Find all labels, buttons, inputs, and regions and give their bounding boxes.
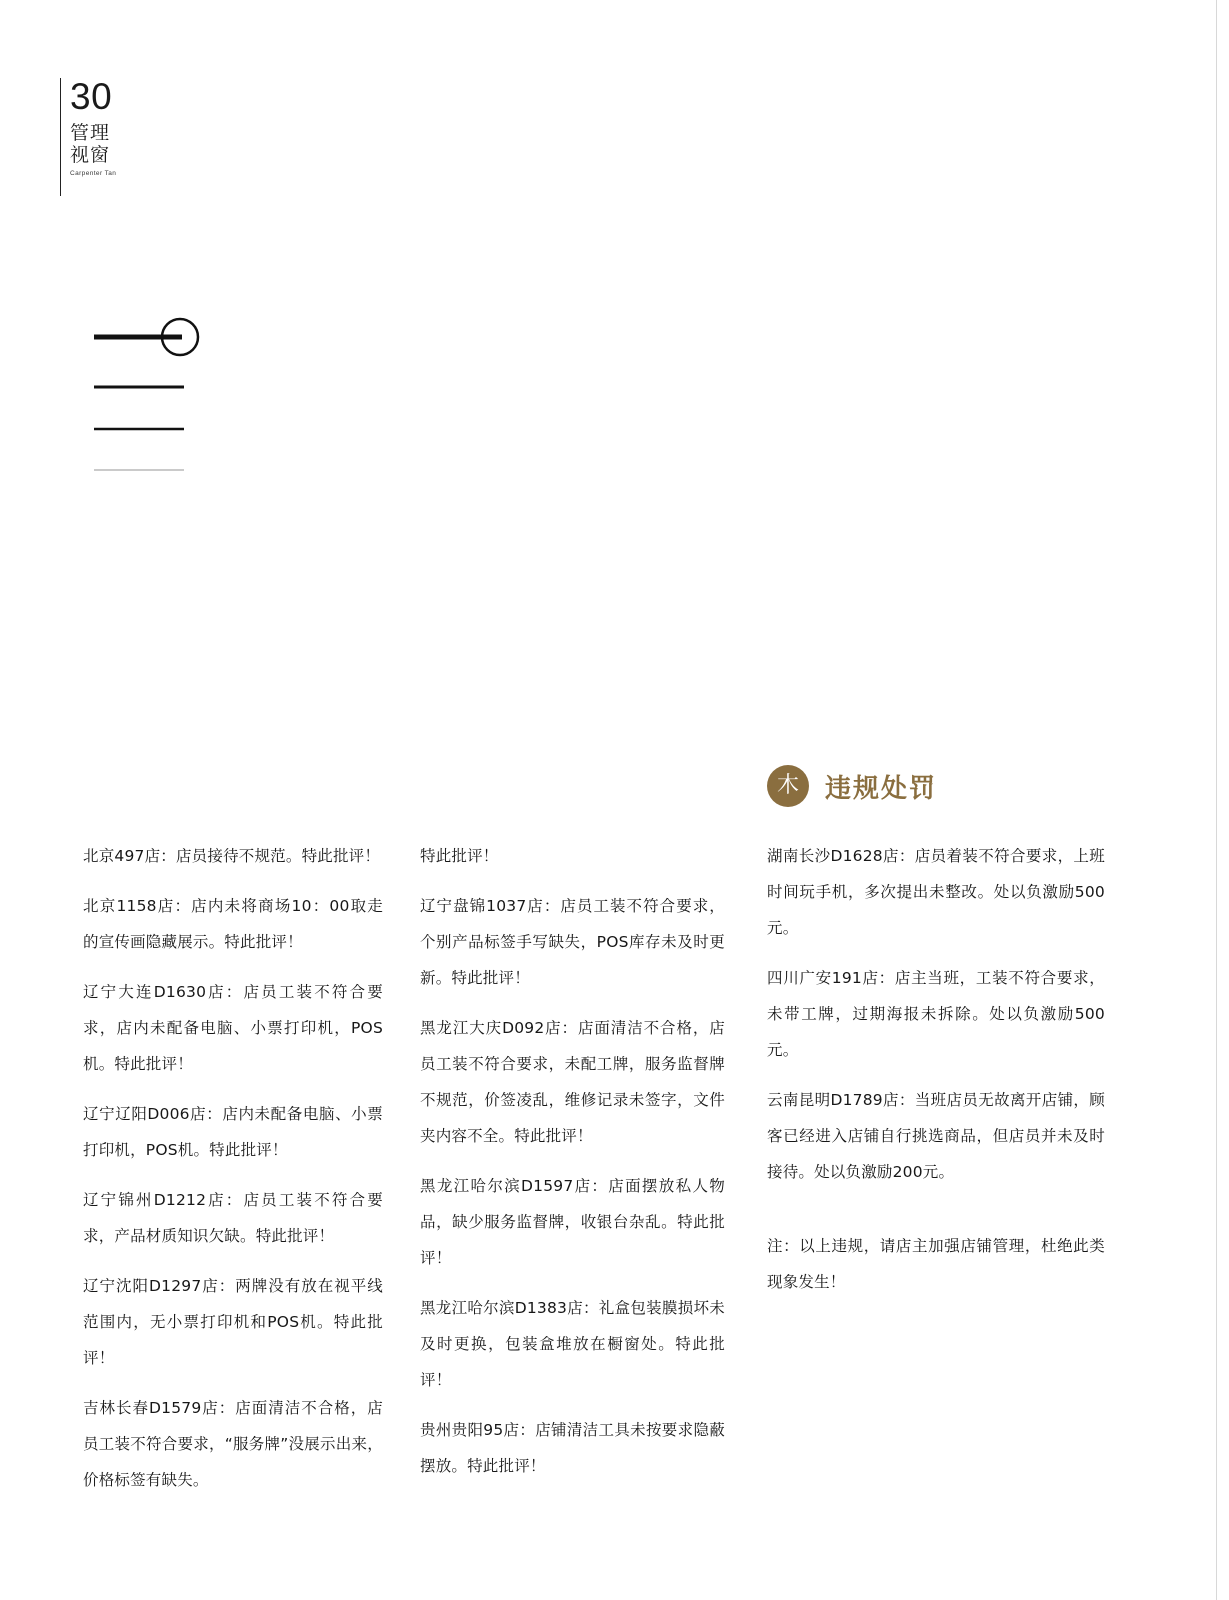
paragraph: 北京497店：店员接待不规范。特此批评！ [83,847,381,865]
column-right [767,838,1105,1300]
page-number: 30 [70,76,113,117]
paragraph: 黑龙江大庆D092店：店面清洁不合格，店员工装不符合要求，未配工牌，服务监督牌不规范，价签凌乱，维修记录未签字，文件夹内容不全。特此批评！ [420,1019,725,1145]
folio-text-group [70,78,116,177]
paragraph: 特此批评！ [420,847,499,865]
paragraph: 黑龙江哈尔滨D1597店：店面摆放私人物品，缺少服务监督牌，收银台杂乱。特此批评！ [420,1177,725,1267]
paragraph: 辽宁锦州D1212店：店员工装不符合要求，产品材质知识欠缺。特此批评！ [83,1191,383,1245]
folio-rule [60,78,61,196]
paragraph: 贵州贵阳95店：店铺清洁工具未按要求隐蔽摆放。特此批评！ [420,1421,725,1475]
paragraph: 辽宁沈阳D1297店：两牌没有放在视平线范围内，无小票打印机和POS机。特此批评！ [83,1277,383,1367]
section-label-line1: 管理 [70,122,111,144]
brand-name: Carpenter Tan [70,170,117,177]
decorative-mark [92,310,212,480]
column-left [83,838,383,1498]
paragraph: 湖南长沙D1628店：店员着装不符合要求，上班时间玩手机，多次提出未整改。处以负激励500元。 [767,847,1105,937]
closing-note: 注：以上违规，请店主加强店铺管理，杜绝此类现象发生！ [767,1237,1105,1291]
paragraph: 辽宁辽阳D006店：店内未配备电脑、小票打印机，POS机。特此批评！ [83,1105,383,1159]
paragraph: 吉林长春D1579店：店面清洁不合格，店员工装不符合要求，“服务牌”没展示出来，价格标签有缺失。 [83,1399,383,1489]
paragraph: 辽宁大连D1630店：店员工装不符合要求，店内未配备电脑、小票打印机，POS机。特此批评！ [83,983,383,1073]
paragraph: 云南昆明D1789店：当班店员无故离开店铺，顾客已经进入店铺自行挑选商品，但店员并未及时接待。处以负激励200元。 [767,1091,1105,1181]
page-folio [60,78,116,196]
paragraph: 黑龙江哈尔滨D1383店：礼盒包装膜损坏未及时更换，包装盒堆放在橱窗处。特此批评！ [420,1299,725,1389]
paragraph: 四川广安191店：店主当班，工装不符合要求，未带工牌，过期海报未拆除。处以负激励500元。 [767,969,1105,1059]
section-title: 违规处罚 [825,773,938,804]
page-edge [1216,0,1229,1600]
wood-character-icon: 木 [767,765,809,807]
section-label-line2: 视窗 [70,144,111,166]
section-heading [767,765,937,807]
paragraph: 北京1158店：店内未将商场10：00取走的宣传画隐藏展示。特此批评！ [83,897,383,951]
paragraph: 辽宁盘锦1037店：店员工装不符合要求，个别产品标签手写缺失，POS库存未及时更新。特此批评！ [420,897,725,987]
column-middle [420,838,725,1484]
